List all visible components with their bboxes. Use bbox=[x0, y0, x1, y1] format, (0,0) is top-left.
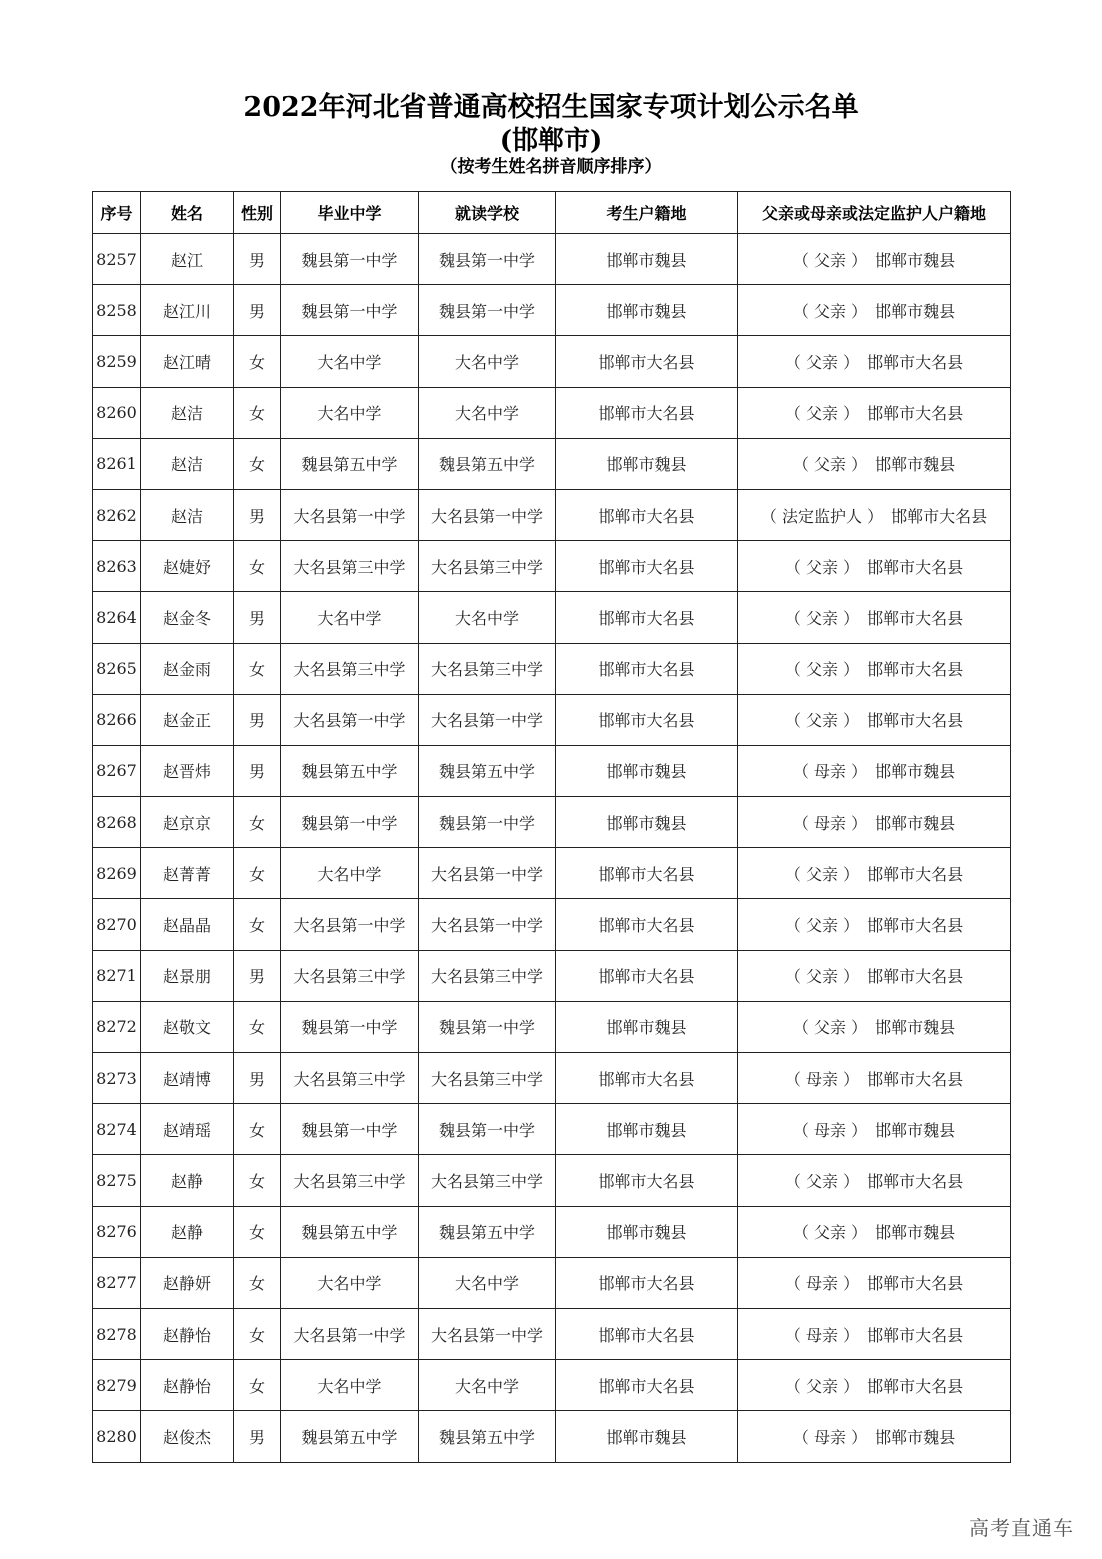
cell-sex: 男 bbox=[234, 950, 281, 1001]
guardian-hukou-place: 邯郸市大名县 bbox=[867, 608, 964, 628]
cell-sex: 男 bbox=[234, 592, 281, 643]
cell-current-school: 魏县第一中学 bbox=[419, 1104, 556, 1155]
cell-graduation-school: 魏县第五中学 bbox=[281, 438, 419, 489]
table-row bbox=[93, 1411, 1011, 1462]
guardian-relation: （ 父亲 ） bbox=[784, 608, 860, 628]
cell-sex: 男 bbox=[234, 694, 281, 745]
cell-sex: 女 bbox=[234, 1308, 281, 1359]
cell-current-school: 魏县第一中学 bbox=[419, 285, 556, 336]
table-row bbox=[93, 592, 1011, 643]
guardian-hukou-place: 邯郸市大名县 bbox=[891, 506, 988, 526]
cell-current-school: 大名中学 bbox=[419, 387, 556, 438]
cell-parent-hukou bbox=[738, 1206, 1011, 1257]
cell-current-school: 大名县第三中学 bbox=[419, 1155, 556, 1206]
cell-serial-number: 8257 bbox=[93, 234, 141, 285]
guardian-hukou-place: 邯郸市魏县 bbox=[875, 762, 956, 782]
page-title: 2022年河北省普通高校招生国家专项计划公示名单 bbox=[243, 92, 859, 123]
guardian-relation: （ 母亲 ） bbox=[784, 1069, 860, 1089]
page-subtitle-city: (邯郸市) bbox=[499, 126, 603, 156]
table-row bbox=[93, 541, 1011, 592]
cell-student-hukou: 邯郸市魏县 bbox=[556, 1206, 738, 1257]
cell-serial-number: 8273 bbox=[93, 1053, 141, 1104]
cell-current-school: 魏县第五中学 bbox=[419, 745, 556, 796]
cell-name: 赵洁 bbox=[141, 438, 234, 489]
cell-sex: 男 bbox=[234, 1053, 281, 1104]
cell-parent-hukou bbox=[738, 950, 1011, 1001]
table-body bbox=[93, 234, 1011, 1463]
cell-student-hukou: 邯郸市魏县 bbox=[556, 1104, 738, 1155]
cell-serial-number: 8277 bbox=[93, 1257, 141, 1308]
cell-name: 赵晋炜 bbox=[141, 745, 234, 796]
cell-student-hukou: 邯郸市大名县 bbox=[556, 694, 738, 745]
cell-serial-number: 8272 bbox=[93, 1001, 141, 1052]
guardian-hukou-place: 邯郸市魏县 bbox=[875, 1018, 956, 1038]
cell-name: 赵江 bbox=[141, 234, 234, 285]
cell-serial-number: 8279 bbox=[93, 1360, 141, 1411]
cell-name: 赵静怡 bbox=[141, 1308, 234, 1359]
guardian-hukou-place: 邯郸市魏县 bbox=[875, 813, 956, 833]
cell-sex: 男 bbox=[234, 234, 281, 285]
header-student-hukou: 考生户籍地 bbox=[556, 192, 738, 234]
guardian-hukou-place: 邯郸市大名县 bbox=[867, 1069, 964, 1089]
cell-current-school: 大名县第三中学 bbox=[419, 541, 556, 592]
cell-name: 赵金正 bbox=[141, 694, 234, 745]
cell-sex: 女 bbox=[234, 1360, 281, 1411]
cell-student-hukou: 邯郸市大名县 bbox=[556, 1360, 738, 1411]
cell-parent-hukou bbox=[738, 848, 1011, 899]
cell-graduation-school: 大名县第三中学 bbox=[281, 541, 419, 592]
cell-current-school: 大名县第一中学 bbox=[419, 489, 556, 540]
cell-serial-number: 8265 bbox=[93, 643, 141, 694]
cell-graduation-school: 大名中学 bbox=[281, 848, 419, 899]
table-header-row bbox=[93, 192, 1011, 234]
cell-graduation-school: 大名县第一中学 bbox=[281, 694, 419, 745]
guardian-hukou-place: 邯郸市大名县 bbox=[867, 1325, 964, 1345]
cell-student-hukou: 邯郸市魏县 bbox=[556, 285, 738, 336]
cell-name: 赵靖瑶 bbox=[141, 1104, 234, 1155]
cell-sex: 女 bbox=[234, 797, 281, 848]
cell-student-hukou: 邯郸市大名县 bbox=[556, 592, 738, 643]
guardian-relation: （ 母亲 ） bbox=[792, 1120, 868, 1140]
guardian-hukou-place: 邯郸市大名县 bbox=[867, 916, 964, 936]
cell-parent-hukou bbox=[738, 1257, 1011, 1308]
guardian-relation: （ 母亲 ） bbox=[792, 1427, 868, 1447]
cell-parent-hukou bbox=[738, 234, 1011, 285]
cell-current-school: 大名中学 bbox=[419, 592, 556, 643]
cell-graduation-school: 魏县第五中学 bbox=[281, 1411, 419, 1462]
cell-sex: 女 bbox=[234, 336, 281, 387]
guardian-relation: （ 父亲 ） bbox=[784, 711, 860, 731]
cell-student-hukou: 邯郸市大名县 bbox=[556, 899, 738, 950]
guardian-relation: （ 父亲 ） bbox=[792, 1018, 868, 1038]
cell-sex: 女 bbox=[234, 1104, 281, 1155]
cell-current-school: 魏县第五中学 bbox=[419, 1411, 556, 1462]
guardian-hukou-place: 邯郸市魏县 bbox=[875, 301, 956, 321]
header-sex: 性别 bbox=[234, 192, 281, 234]
cell-parent-hukou bbox=[738, 797, 1011, 848]
cell-parent-hukou bbox=[738, 1360, 1011, 1411]
cell-serial-number: 8260 bbox=[93, 387, 141, 438]
header-current-school: 就读学校 bbox=[419, 192, 556, 234]
cell-serial-number: 8267 bbox=[93, 745, 141, 796]
cell-parent-hukou bbox=[738, 1155, 1011, 1206]
table-row bbox=[93, 336, 1011, 387]
guardian-relation: （ 父亲 ） bbox=[784, 660, 860, 680]
cell-sex: 女 bbox=[234, 438, 281, 489]
cell-graduation-school: 大名中学 bbox=[281, 1257, 419, 1308]
cell-student-hukou: 邯郸市大名县 bbox=[556, 1155, 738, 1206]
cell-student-hukou: 邯郸市魏县 bbox=[556, 745, 738, 796]
table-row bbox=[93, 387, 1011, 438]
table-row bbox=[93, 950, 1011, 1001]
header-serial-number: 序号 bbox=[93, 192, 141, 234]
guardian-relation: （ 母亲 ） bbox=[792, 762, 868, 782]
cell-student-hukou: 邯郸市魏县 bbox=[556, 438, 738, 489]
cell-serial-number: 8268 bbox=[93, 797, 141, 848]
cell-sex: 女 bbox=[234, 1206, 281, 1257]
guardian-hukou-place: 邯郸市魏县 bbox=[875, 1427, 956, 1447]
cell-current-school: 大名中学 bbox=[419, 1257, 556, 1308]
cell-parent-hukou bbox=[738, 643, 1011, 694]
cell-sex: 男 bbox=[234, 1411, 281, 1462]
cell-parent-hukou bbox=[738, 541, 1011, 592]
cell-current-school: 大名中学 bbox=[419, 1360, 556, 1411]
guardian-relation: （ 父亲 ） bbox=[792, 455, 868, 475]
cell-parent-hukou bbox=[738, 1104, 1011, 1155]
header-graduation-school: 毕业中学 bbox=[281, 192, 419, 234]
guardian-hukou-place: 邯郸市魏县 bbox=[875, 455, 956, 475]
cell-parent-hukou bbox=[738, 438, 1011, 489]
cell-current-school: 大名县第三中学 bbox=[419, 950, 556, 1001]
table-row bbox=[93, 643, 1011, 694]
guardian-relation: （ 父亲 ） bbox=[784, 404, 860, 424]
cell-current-school: 魏县第一中学 bbox=[419, 234, 556, 285]
cell-serial-number: 8259 bbox=[93, 336, 141, 387]
cell-name: 赵洁 bbox=[141, 387, 234, 438]
guardian-relation: （ 父亲 ） bbox=[784, 352, 860, 372]
cell-serial-number: 8274 bbox=[93, 1104, 141, 1155]
cell-current-school: 大名县第一中学 bbox=[419, 899, 556, 950]
table-row bbox=[93, 285, 1011, 336]
table-row bbox=[93, 1257, 1011, 1308]
cell-graduation-school: 魏县第一中学 bbox=[281, 1104, 419, 1155]
cell-parent-hukou bbox=[738, 387, 1011, 438]
table-row bbox=[93, 1104, 1011, 1155]
cell-student-hukou: 邯郸市大名县 bbox=[556, 848, 738, 899]
cell-serial-number: 8266 bbox=[93, 694, 141, 745]
cell-current-school: 魏县第一中学 bbox=[419, 797, 556, 848]
cell-name: 赵婕妤 bbox=[141, 541, 234, 592]
cell-graduation-school: 魏县第一中学 bbox=[281, 1001, 419, 1052]
cell-parent-hukou bbox=[738, 899, 1011, 950]
cell-sex: 女 bbox=[234, 899, 281, 950]
cell-serial-number: 8276 bbox=[93, 1206, 141, 1257]
cell-graduation-school: 大名中学 bbox=[281, 336, 419, 387]
guardian-relation: （ 父亲 ） bbox=[784, 864, 860, 884]
guardian-hukou-place: 邯郸市大名县 bbox=[867, 1274, 964, 1294]
cell-graduation-school: 魏县第一中学 bbox=[281, 797, 419, 848]
cell-sex: 女 bbox=[234, 848, 281, 899]
guardian-relation: （ 母亲 ） bbox=[784, 1325, 860, 1345]
guardian-hukou-place: 邯郸市大名县 bbox=[867, 404, 964, 424]
cell-name: 赵晶晶 bbox=[141, 899, 234, 950]
guardian-hukou-place: 邯郸市魏县 bbox=[875, 250, 956, 270]
cell-name: 赵金冬 bbox=[141, 592, 234, 643]
cell-student-hukou: 邯郸市大名县 bbox=[556, 336, 738, 387]
cell-graduation-school: 大名县第一中学 bbox=[281, 489, 419, 540]
cell-name: 赵靖博 bbox=[141, 1053, 234, 1104]
cell-current-school: 大名县第一中学 bbox=[419, 848, 556, 899]
guardian-hukou-place: 邯郸市大名县 bbox=[867, 660, 964, 680]
cell-sex: 女 bbox=[234, 1001, 281, 1052]
cell-student-hukou: 邯郸市魏县 bbox=[556, 797, 738, 848]
guardian-hukou-place: 邯郸市大名县 bbox=[867, 1376, 964, 1396]
guardian-relation: （ 父亲 ） bbox=[792, 1223, 868, 1243]
cell-current-school: 大名中学 bbox=[419, 336, 556, 387]
cell-serial-number: 8275 bbox=[93, 1155, 141, 1206]
table-row bbox=[93, 899, 1011, 950]
cell-name: 赵金雨 bbox=[141, 643, 234, 694]
guardian-hukou-place: 邯郸市魏县 bbox=[875, 1120, 956, 1140]
table-row bbox=[93, 1001, 1011, 1052]
guardian-relation: （ 法定监护人 ） bbox=[760, 506, 884, 526]
cell-student-hukou: 邯郸市魏县 bbox=[556, 1411, 738, 1462]
cell-current-school: 魏县第五中学 bbox=[419, 438, 556, 489]
cell-name: 赵俊杰 bbox=[141, 1411, 234, 1462]
cell-sex: 男 bbox=[234, 745, 281, 796]
cell-parent-hukou bbox=[738, 336, 1011, 387]
cell-graduation-school: 魏县第五中学 bbox=[281, 1206, 419, 1257]
cell-current-school: 魏县第五中学 bbox=[419, 1206, 556, 1257]
guardian-relation: （ 父亲 ） bbox=[784, 557, 860, 577]
cell-graduation-school: 魏县第五中学 bbox=[281, 745, 419, 796]
cell-name: 赵景朋 bbox=[141, 950, 234, 1001]
cell-name: 赵江川 bbox=[141, 285, 234, 336]
cell-current-school: 大名县第一中学 bbox=[419, 1308, 556, 1359]
cell-parent-hukou bbox=[738, 694, 1011, 745]
guardian-hukou-place: 邯郸市大名县 bbox=[867, 967, 964, 987]
cell-student-hukou: 邯郸市大名县 bbox=[556, 1257, 738, 1308]
table-row bbox=[93, 1155, 1011, 1206]
table-row bbox=[93, 234, 1011, 285]
guardian-relation: （ 父亲 ） bbox=[784, 1376, 860, 1396]
guardian-hukou-place: 邯郸市魏县 bbox=[875, 1223, 956, 1243]
cell-graduation-school: 大名中学 bbox=[281, 592, 419, 643]
cell-serial-number: 8270 bbox=[93, 899, 141, 950]
watermark-text: 高考直通车 bbox=[969, 1516, 1074, 1540]
table-row bbox=[93, 797, 1011, 848]
cell-parent-hukou bbox=[738, 745, 1011, 796]
guardian-relation: （ 母亲 ） bbox=[784, 1274, 860, 1294]
guardian-hukou-place: 邯郸市大名县 bbox=[867, 1171, 964, 1191]
guardian-hukou-place: 邯郸市大名县 bbox=[867, 557, 964, 577]
guardian-relation: （ 父亲 ） bbox=[784, 916, 860, 936]
guardian-hukou-place: 邯郸市大名县 bbox=[867, 864, 964, 884]
cell-graduation-school: 大名中学 bbox=[281, 387, 419, 438]
cell-parent-hukou bbox=[738, 592, 1011, 643]
cell-sex: 男 bbox=[234, 489, 281, 540]
cell-parent-hukou bbox=[738, 1308, 1011, 1359]
cell-sex: 女 bbox=[234, 1155, 281, 1206]
cell-parent-hukou bbox=[738, 1411, 1011, 1462]
cell-sex: 男 bbox=[234, 285, 281, 336]
cell-serial-number: 8271 bbox=[93, 950, 141, 1001]
cell-serial-number: 8262 bbox=[93, 489, 141, 540]
cell-graduation-school: 大名县第三中学 bbox=[281, 643, 419, 694]
cell-student-hukou: 邯郸市大名县 bbox=[556, 950, 738, 1001]
cell-student-hukou: 邯郸市大名县 bbox=[556, 489, 738, 540]
cell-sex: 女 bbox=[234, 1257, 281, 1308]
table-row bbox=[93, 1206, 1011, 1257]
cell-current-school: 大名县第三中学 bbox=[419, 643, 556, 694]
guardian-hukou-place: 邯郸市大名县 bbox=[867, 711, 964, 731]
table-row bbox=[93, 438, 1011, 489]
guardian-hukou-place: 邯郸市大名县 bbox=[867, 352, 964, 372]
cell-graduation-school: 大名中学 bbox=[281, 1360, 419, 1411]
cell-graduation-school: 大名县第三中学 bbox=[281, 950, 419, 1001]
cell-student-hukou: 邯郸市大名县 bbox=[556, 643, 738, 694]
table-row bbox=[93, 1360, 1011, 1411]
cell-graduation-school: 大名县第一中学 bbox=[281, 899, 419, 950]
cell-serial-number: 8269 bbox=[93, 848, 141, 899]
cell-serial-number: 8280 bbox=[93, 1411, 141, 1462]
table-row bbox=[93, 745, 1011, 796]
cell-graduation-school: 魏县第一中学 bbox=[281, 285, 419, 336]
cell-sex: 女 bbox=[234, 541, 281, 592]
cell-student-hukou: 邯郸市魏县 bbox=[556, 1001, 738, 1052]
cell-current-school: 魏县第一中学 bbox=[419, 1001, 556, 1052]
cell-name: 赵江晴 bbox=[141, 336, 234, 387]
cell-parent-hukou bbox=[738, 1001, 1011, 1052]
cell-name: 赵京京 bbox=[141, 797, 234, 848]
cell-current-school: 大名县第三中学 bbox=[419, 1053, 556, 1104]
cell-parent-hukou bbox=[738, 489, 1011, 540]
header-parent-hukou: 父亲或母亲或法定监护人户籍地 bbox=[738, 192, 1011, 234]
guardian-relation: （ 母亲 ） bbox=[792, 813, 868, 833]
table-row bbox=[93, 489, 1011, 540]
cell-serial-number: 8263 bbox=[93, 541, 141, 592]
cell-name: 赵菁菁 bbox=[141, 848, 234, 899]
cell-parent-hukou bbox=[738, 285, 1011, 336]
guardian-relation: （ 父亲 ） bbox=[784, 1171, 860, 1191]
cell-serial-number: 8264 bbox=[93, 592, 141, 643]
cell-sex: 女 bbox=[234, 643, 281, 694]
cell-student-hukou: 邯郸市大名县 bbox=[556, 1053, 738, 1104]
guardian-relation: （ 父亲 ） bbox=[792, 301, 868, 321]
table-row bbox=[93, 694, 1011, 745]
cell-student-hukou: 邯郸市大名县 bbox=[556, 387, 738, 438]
cell-serial-number: 8278 bbox=[93, 1308, 141, 1359]
roster-table bbox=[92, 191, 1011, 1463]
table-row bbox=[93, 1308, 1011, 1359]
cell-graduation-school: 大名县第三中学 bbox=[281, 1053, 419, 1104]
cell-graduation-school: 大名县第三中学 bbox=[281, 1155, 419, 1206]
cell-student-hukou: 邯郸市大名县 bbox=[556, 541, 738, 592]
table-row bbox=[93, 1053, 1011, 1104]
cell-name: 赵洁 bbox=[141, 489, 234, 540]
sort-note: （按考生姓名拼音顺序排序） bbox=[440, 157, 662, 177]
cell-name: 赵静 bbox=[141, 1155, 234, 1206]
cell-serial-number: 8258 bbox=[93, 285, 141, 336]
cell-name: 赵静妍 bbox=[141, 1257, 234, 1308]
cell-graduation-school: 大名县第一中学 bbox=[281, 1308, 419, 1359]
cell-name: 赵静 bbox=[141, 1206, 234, 1257]
cell-student-hukou: 邯郸市魏县 bbox=[556, 234, 738, 285]
cell-student-hukou: 邯郸市大名县 bbox=[556, 1308, 738, 1359]
cell-name: 赵敬文 bbox=[141, 1001, 234, 1052]
header-name: 姓名 bbox=[141, 192, 234, 234]
table-row bbox=[93, 848, 1011, 899]
cell-current-school: 大名县第一中学 bbox=[419, 694, 556, 745]
cell-parent-hukou bbox=[738, 1053, 1011, 1104]
guardian-relation: （ 父亲 ） bbox=[792, 250, 868, 270]
cell-graduation-school: 魏县第一中学 bbox=[281, 234, 419, 285]
guardian-relation: （ 父亲 ） bbox=[784, 967, 860, 987]
cell-serial-number: 8261 bbox=[93, 438, 141, 489]
cell-name: 赵静怡 bbox=[141, 1360, 234, 1411]
cell-sex: 女 bbox=[234, 387, 281, 438]
